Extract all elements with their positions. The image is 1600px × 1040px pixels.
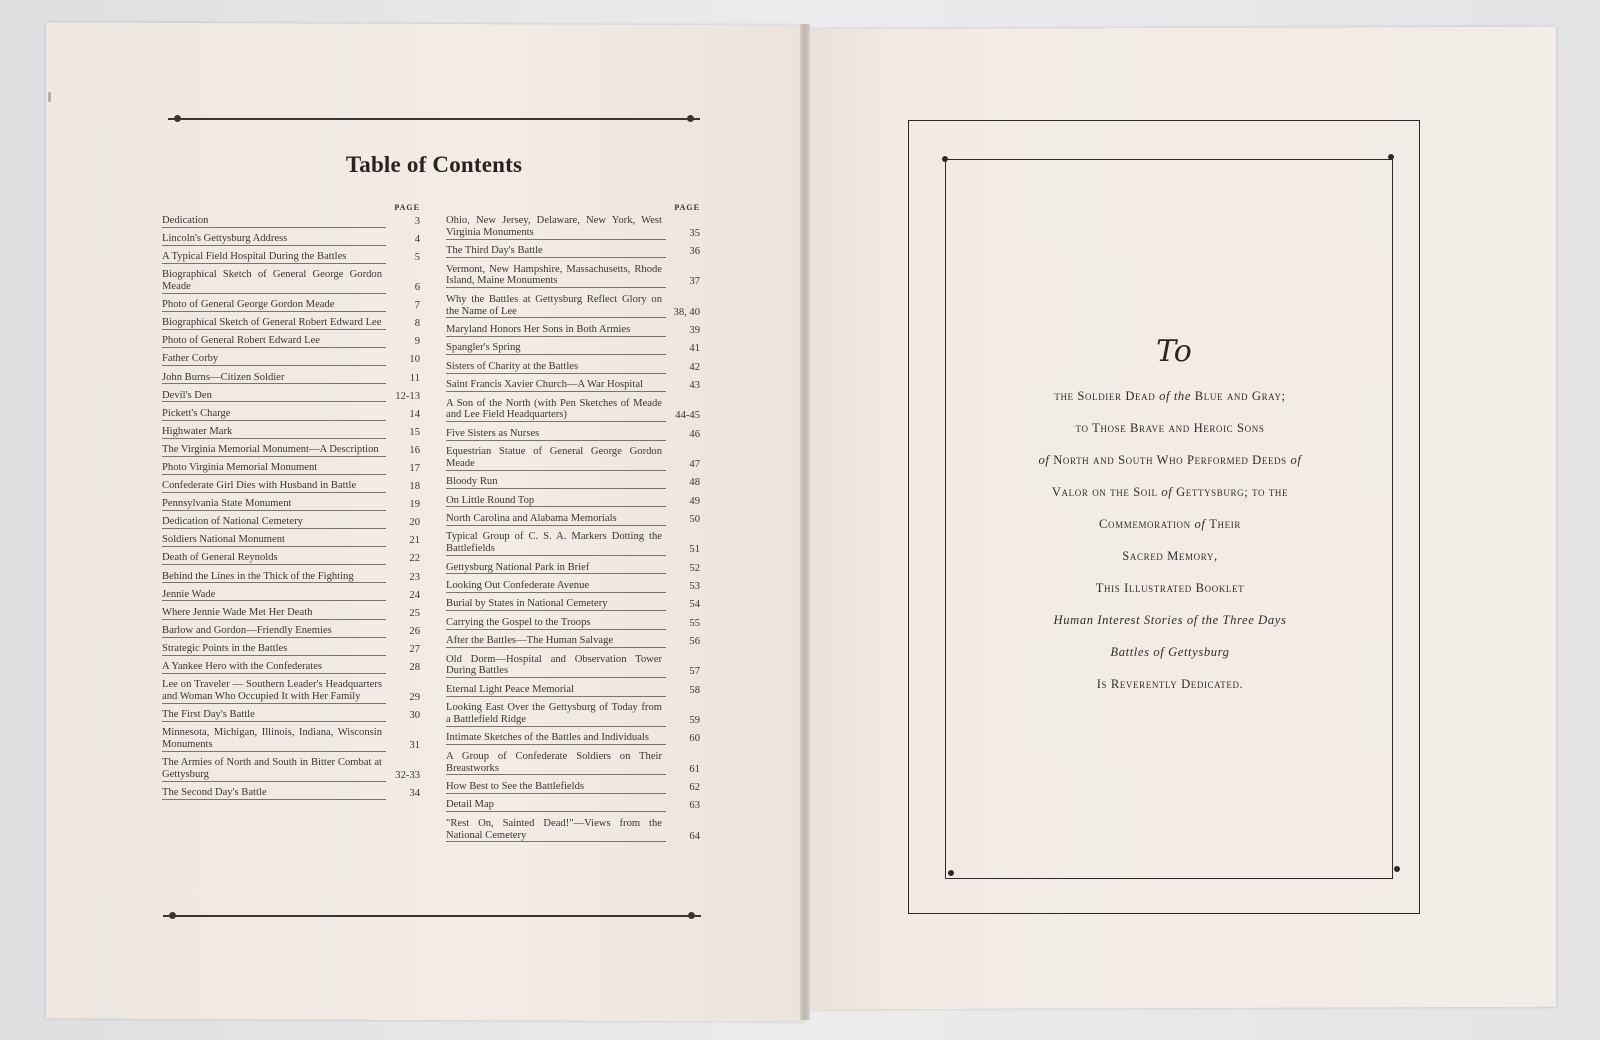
toc-entry bbox=[162, 299, 420, 312]
toc-entry-page: 24 bbox=[409, 589, 420, 601]
toc-entry-title: Behind the Lines in the Thick of the Fighting bbox=[162, 571, 386, 584]
toc-column-right bbox=[446, 203, 700, 848]
toc-entry-page: 47 bbox=[689, 458, 700, 470]
toc-entry-page: 26 bbox=[409, 625, 420, 637]
toc-entry bbox=[446, 379, 700, 392]
toc-entry-title: Highwater Mark bbox=[162, 426, 386, 439]
toc-entry-page: 8 bbox=[414, 318, 420, 330]
toc-entry bbox=[446, 562, 700, 575]
dedication-segment: of bbox=[1194, 517, 1210, 531]
toc-entry-title: A Group of Confederate Soldiers on Their Breastworks bbox=[446, 751, 666, 776]
toc-entry-page: 48 bbox=[689, 477, 700, 489]
toc-entry bbox=[446, 324, 700, 337]
dedication-segment: Gettysburg; to the bbox=[1176, 485, 1289, 499]
toc-entry bbox=[446, 617, 700, 630]
dedication-segment: of the bbox=[1159, 389, 1195, 403]
toc-entry-title: Carrying the Gospel to the Troops bbox=[446, 617, 666, 630]
toc-entry bbox=[162, 390, 420, 403]
toc-entry-page: 57 bbox=[689, 666, 700, 678]
toc-entry-title: Equestrian Statue of General George Gordon Meade bbox=[446, 446, 666, 471]
toc-entry-title: Confederate Girl Dies with Husband in Battle bbox=[162, 480, 386, 493]
dedication-segment: Valor on the Soil bbox=[1051, 485, 1162, 499]
toc-entry bbox=[446, 264, 700, 289]
toc-entry bbox=[446, 446, 700, 471]
dedication-segment: of bbox=[1038, 453, 1054, 467]
toc-title: Table of Contents bbox=[345, 152, 523, 177]
toc-entry bbox=[162, 661, 420, 674]
toc-entry-page: 16 bbox=[409, 444, 420, 456]
toc-entry-title: Old Dorm—Hospital and Observation Tower During Battles bbox=[446, 654, 666, 679]
toc-entry-title: Burial by States in National Cemetery bbox=[446, 598, 666, 611]
dedication-segment: Commemoration bbox=[1099, 517, 1195, 531]
toc-entry-page: 19 bbox=[409, 499, 420, 511]
toc-entry bbox=[446, 215, 700, 240]
toc-entry-title: A Typical Field Hospital During the Battles bbox=[162, 251, 386, 264]
toc-entry-title: Lee on Traveler — Southern Leader's Headquarters and Woman Who Occupied It with Her Family bbox=[162, 679, 386, 704]
toc-entry-title: A Yankee Hero with the Confederates bbox=[162, 661, 386, 674]
toc-entry-page: 44-45 bbox=[675, 410, 700, 422]
toc-entry-page: 11 bbox=[409, 372, 420, 384]
toc-entry bbox=[162, 444, 420, 457]
dedication-text bbox=[970, 380, 1370, 700]
dedication-segment: Their bbox=[1209, 517, 1241, 531]
dedication-segment: of bbox=[1161, 485, 1177, 499]
toc-entry bbox=[162, 625, 420, 638]
dedication-segment: North and South Who Performed Deeds bbox=[1053, 453, 1291, 467]
toc-entry bbox=[162, 335, 420, 348]
toc-entry-page: 25 bbox=[409, 607, 420, 619]
toc-entry-title: On Little Round Top bbox=[446, 495, 666, 508]
toc-entry bbox=[162, 643, 420, 656]
toc-entry bbox=[446, 361, 700, 374]
toc-list-right bbox=[446, 215, 700, 842]
toc-entry-page: 62 bbox=[689, 781, 700, 793]
toc-entry-page: 51 bbox=[689, 544, 700, 556]
toc-entry-title: Pickett's Charge bbox=[162, 408, 386, 421]
toc-entry-page: 9 bbox=[414, 336, 420, 348]
toc-list-left bbox=[162, 215, 420, 800]
dedication-line bbox=[970, 412, 1370, 444]
toc-entry-page: 55 bbox=[689, 617, 700, 629]
toc-entry-page: 56 bbox=[689, 636, 700, 648]
toc-entry-title: Vermont, New Hampshire, Massachusetts, Rhode Island, Maine Monuments bbox=[446, 264, 666, 289]
toc-entry-title: The Virginia Memorial Monument—A Description bbox=[162, 444, 386, 457]
toc-entry bbox=[446, 245, 700, 258]
toc-entry bbox=[446, 495, 700, 508]
toc-entry bbox=[446, 598, 700, 611]
toc-entry bbox=[446, 818, 700, 843]
toc-entry-page: 50 bbox=[689, 514, 700, 526]
toc-entry-page: 49 bbox=[689, 495, 700, 507]
toc-entry-title: The First Day's Battle bbox=[162, 709, 386, 722]
dedication-segment: of bbox=[1290, 453, 1302, 467]
toc-entry-page: 59 bbox=[689, 714, 700, 726]
dedication-line bbox=[970, 636, 1370, 668]
toc-entry bbox=[446, 398, 700, 423]
toc-entry-title: Why the Battles at Gettysburg Reflect Glory on the Name of Lee bbox=[446, 294, 666, 319]
toc-entry-title: Five Sisters as Nurses bbox=[446, 428, 666, 441]
toc-entry-page: 10 bbox=[409, 354, 420, 366]
toc-entry-page: 28 bbox=[409, 662, 420, 674]
toc-entry bbox=[446, 635, 700, 648]
toc-entry-title: Looking East Over the Gettysburg of Today from a Battlefield Ridge bbox=[446, 702, 666, 727]
page-column-heading: PAGE bbox=[394, 203, 420, 212]
toc-entry-page: 23 bbox=[409, 571, 420, 583]
toc-entry-title: Biographical Sketch of General Robert Edward Lee bbox=[162, 317, 386, 330]
toc-entry bbox=[162, 372, 420, 385]
toc-entry-page: 34 bbox=[409, 787, 420, 799]
toc-entry bbox=[446, 751, 700, 776]
dedication-line bbox=[970, 668, 1370, 700]
dedication-line bbox=[970, 444, 1370, 476]
toc-entry-title: A Son of the North (with Pen Sketches of Meade and Lee Field Headquarters) bbox=[446, 398, 666, 423]
toc-entry-title: Minnesota, Michigan, Illinois, Indiana, Wisconsin Monuments bbox=[162, 727, 386, 752]
dedication-line bbox=[970, 508, 1370, 540]
dedication-segment: the Soldier Dead bbox=[1054, 389, 1160, 403]
toc-entry-page: 6 bbox=[414, 282, 420, 294]
toc-entry bbox=[162, 498, 420, 511]
toc-entry-title: Saint Francis Xavier Church—A War Hospital bbox=[446, 379, 666, 392]
toc-entry-page: 3 bbox=[414, 216, 420, 227]
toc-entry bbox=[446, 684, 700, 697]
frame-corner-dot bbox=[1394, 866, 1400, 872]
toc-entry-page: 64 bbox=[689, 830, 700, 842]
toc-entry-page: 43 bbox=[689, 380, 700, 392]
toc-entry bbox=[162, 607, 420, 620]
toc-entry-title: Devil's Den bbox=[162, 390, 386, 403]
toc-entry-title: Looking Out Confederate Avenue bbox=[446, 580, 666, 593]
toc-entry-page: 36 bbox=[689, 246, 700, 258]
toc-entry-title: "Rest On, Sainted Dead!"—Views from the National Cemetery bbox=[446, 818, 666, 843]
toc-entry-page: 21 bbox=[409, 535, 420, 547]
toc-entry-page: 37 bbox=[689, 276, 700, 288]
toc-entry-title: Lincoln's Gettysburg Address bbox=[162, 233, 386, 246]
dedication-line bbox=[970, 380, 1370, 412]
dedication-segment: Human Interest Stories of the Three Days bbox=[1053, 613, 1287, 627]
toc-entry-page: 29 bbox=[409, 691, 420, 703]
toc-entry bbox=[162, 552, 420, 565]
dedication-segment: This Illustrated Booklet bbox=[1095, 581, 1245, 595]
toc-entry-title: After the Battles—The Human Salvage bbox=[446, 635, 666, 648]
toc-column-left bbox=[162, 203, 420, 805]
toc-entry-title: How Best to See the Battlefields bbox=[446, 781, 666, 794]
toc-entry-title: Photo of General George Gordon Meade bbox=[162, 299, 386, 312]
dedication-line bbox=[970, 604, 1370, 636]
toc-entry-title: Detail Map bbox=[446, 799, 666, 812]
dedication-line bbox=[970, 572, 1370, 604]
toc-entry-title: The Second Day's Battle bbox=[162, 787, 386, 800]
toc-entry-title: The Third Day's Battle bbox=[446, 245, 666, 258]
toc-entry-page: 53 bbox=[689, 581, 700, 593]
toc-entry-title: Eternal Light Peace Memorial bbox=[446, 684, 666, 697]
toc-entry-page: 20 bbox=[409, 517, 420, 529]
toc-entry-page: 54 bbox=[689, 599, 700, 611]
toc-entry-title: John Burns—Citizen Soldier bbox=[162, 372, 386, 385]
toc-entry-title: Maryland Honors Her Sons in Both Armies bbox=[446, 324, 666, 337]
toc-entry bbox=[162, 589, 420, 602]
toc-entry bbox=[162, 426, 420, 439]
toc-entry bbox=[162, 353, 420, 366]
toc-entry-title: Where Jennie Wade Met Her Death bbox=[162, 607, 386, 620]
toc-entry-title: Intimate Sketches of the Battles and Individuals bbox=[446, 732, 666, 745]
toc-entry bbox=[446, 428, 700, 441]
toc-entry bbox=[162, 516, 420, 529]
toc-entry bbox=[446, 732, 700, 745]
toc-entry-title: Dedication of National Cemetery bbox=[162, 516, 386, 529]
toc-entry bbox=[446, 580, 700, 593]
dedication-line bbox=[970, 476, 1370, 508]
toc-entry-page: 35 bbox=[689, 227, 700, 239]
toc-entry bbox=[162, 269, 420, 294]
toc-entry bbox=[446, 702, 700, 727]
toc-entry bbox=[162, 408, 420, 421]
toc-entry bbox=[446, 799, 700, 812]
toc-entry-title: Dedication bbox=[162, 215, 386, 228]
frame-corner-dot bbox=[942, 156, 948, 162]
toc-entry-title: Typical Group of C. S. A. Markers Dotting the Battlefields bbox=[446, 531, 666, 556]
toc-entry-title: North Carolina and Alabama Memorials bbox=[446, 513, 666, 526]
toc-entry bbox=[162, 233, 420, 246]
toc-entry bbox=[446, 476, 700, 489]
toc-entry-title: Ohio, New Jersey, Delaware, New York, West Virginia Monuments bbox=[446, 215, 666, 240]
toc-entry bbox=[446, 654, 700, 679]
dedication-segment: to Those Brave and Heroic Sons bbox=[1075, 421, 1265, 435]
toc-entry-page: 7 bbox=[414, 300, 420, 312]
toc-entry bbox=[162, 757, 420, 782]
toc-entry-page: 46 bbox=[689, 428, 700, 440]
toc-entry-title: Bloody Run bbox=[446, 476, 666, 489]
toc-entry bbox=[446, 781, 700, 794]
toc-entry-page: 12-13 bbox=[395, 390, 420, 402]
toc-entry bbox=[162, 215, 420, 228]
toc-entry bbox=[162, 727, 420, 752]
toc-entry-page: 30 bbox=[409, 710, 420, 722]
toc-entry bbox=[162, 709, 420, 722]
toc-entry-page: 27 bbox=[409, 643, 420, 655]
dedication-segment: Sacred Memory, bbox=[1122, 549, 1218, 563]
toc-entry bbox=[446, 342, 700, 355]
toc-entry-title: Gettysburg National Park in Brief bbox=[446, 562, 666, 575]
toc-entry bbox=[446, 531, 700, 556]
toc-entry-page: 39 bbox=[689, 324, 700, 336]
toc-entry-page: 38, 40 bbox=[673, 306, 700, 318]
toc-entry-page: 17 bbox=[409, 463, 420, 475]
dedication-to: To bbox=[1156, 334, 1192, 369]
toc-entry bbox=[162, 251, 420, 264]
toc-entry-page: 61 bbox=[689, 763, 700, 775]
toc-entry bbox=[446, 294, 700, 319]
dedication-segment: Is Reverently Dedicated. bbox=[1096, 677, 1244, 691]
book-gutter bbox=[800, 24, 810, 1020]
toc-entry-page: 52 bbox=[689, 562, 700, 574]
toc-entry-page: 31 bbox=[409, 739, 420, 751]
toc-entry-title: Death of General Reynolds bbox=[162, 552, 386, 565]
toc-entry bbox=[162, 462, 420, 475]
toc-entry-page: 15 bbox=[409, 426, 420, 438]
dedication-segment: Blue and Gray; bbox=[1194, 389, 1286, 403]
toc-entry bbox=[162, 787, 420, 800]
toc-entry bbox=[162, 679, 420, 704]
toc-entry-title: Spangler's Spring bbox=[446, 342, 666, 355]
toc-entry-page: 22 bbox=[409, 553, 420, 565]
toc-entry-title: Photo Virginia Memorial Monument bbox=[162, 462, 386, 475]
toc-entry bbox=[162, 571, 420, 584]
page-mark bbox=[48, 92, 51, 102]
dedication-segment: Battles of Gettysburg bbox=[1110, 645, 1230, 659]
toc-entry-page: 63 bbox=[689, 800, 700, 812]
toc-entry bbox=[446, 513, 700, 526]
toc-entry-title: Strategic Points in the Battles bbox=[162, 643, 386, 656]
top-ornamental-rule bbox=[168, 118, 700, 120]
toc-entry bbox=[162, 480, 420, 493]
toc-entry-title: Sisters of Charity at the Battles bbox=[446, 361, 666, 374]
dedication-line bbox=[970, 540, 1370, 572]
toc-entry bbox=[162, 534, 420, 547]
page-column-heading: PAGE bbox=[674, 203, 700, 212]
toc-entry-title: The Armies of North and South in Bitter Combat at Gettysburg bbox=[162, 757, 386, 782]
toc-entry-title: Soldiers National Monument bbox=[162, 534, 386, 547]
toc-entry-title: Pennsylvania State Monument bbox=[162, 498, 386, 511]
toc-entry-title: Father Corby bbox=[162, 353, 386, 366]
toc-entry-page: 41 bbox=[689, 343, 700, 355]
toc-entry-title: Barlow and Gordon—Friendly Enemies bbox=[162, 625, 386, 638]
bottom-ornamental-rule bbox=[163, 915, 701, 917]
toc-entry-title: Photo of General Robert Edward Lee bbox=[162, 335, 386, 348]
toc-entry-page: 5 bbox=[414, 252, 420, 264]
toc-entry-page: 60 bbox=[689, 733, 700, 745]
toc-entry bbox=[162, 317, 420, 330]
toc-entry-title: Biographical Sketch of General George Gordon Meade bbox=[162, 269, 386, 294]
frame-corner-dot bbox=[948, 870, 954, 876]
toc-entry-page: 18 bbox=[409, 481, 420, 493]
frame-corner-dot bbox=[1388, 154, 1394, 160]
toc-entry-page: 58 bbox=[689, 684, 700, 696]
toc-entry-title: Jennie Wade bbox=[162, 589, 386, 602]
toc-entry-page: 14 bbox=[409, 408, 420, 420]
toc-entry-page: 42 bbox=[689, 361, 700, 373]
toc-entry-page: 32-33 bbox=[395, 769, 420, 781]
toc-entry-page: 4 bbox=[414, 234, 420, 246]
